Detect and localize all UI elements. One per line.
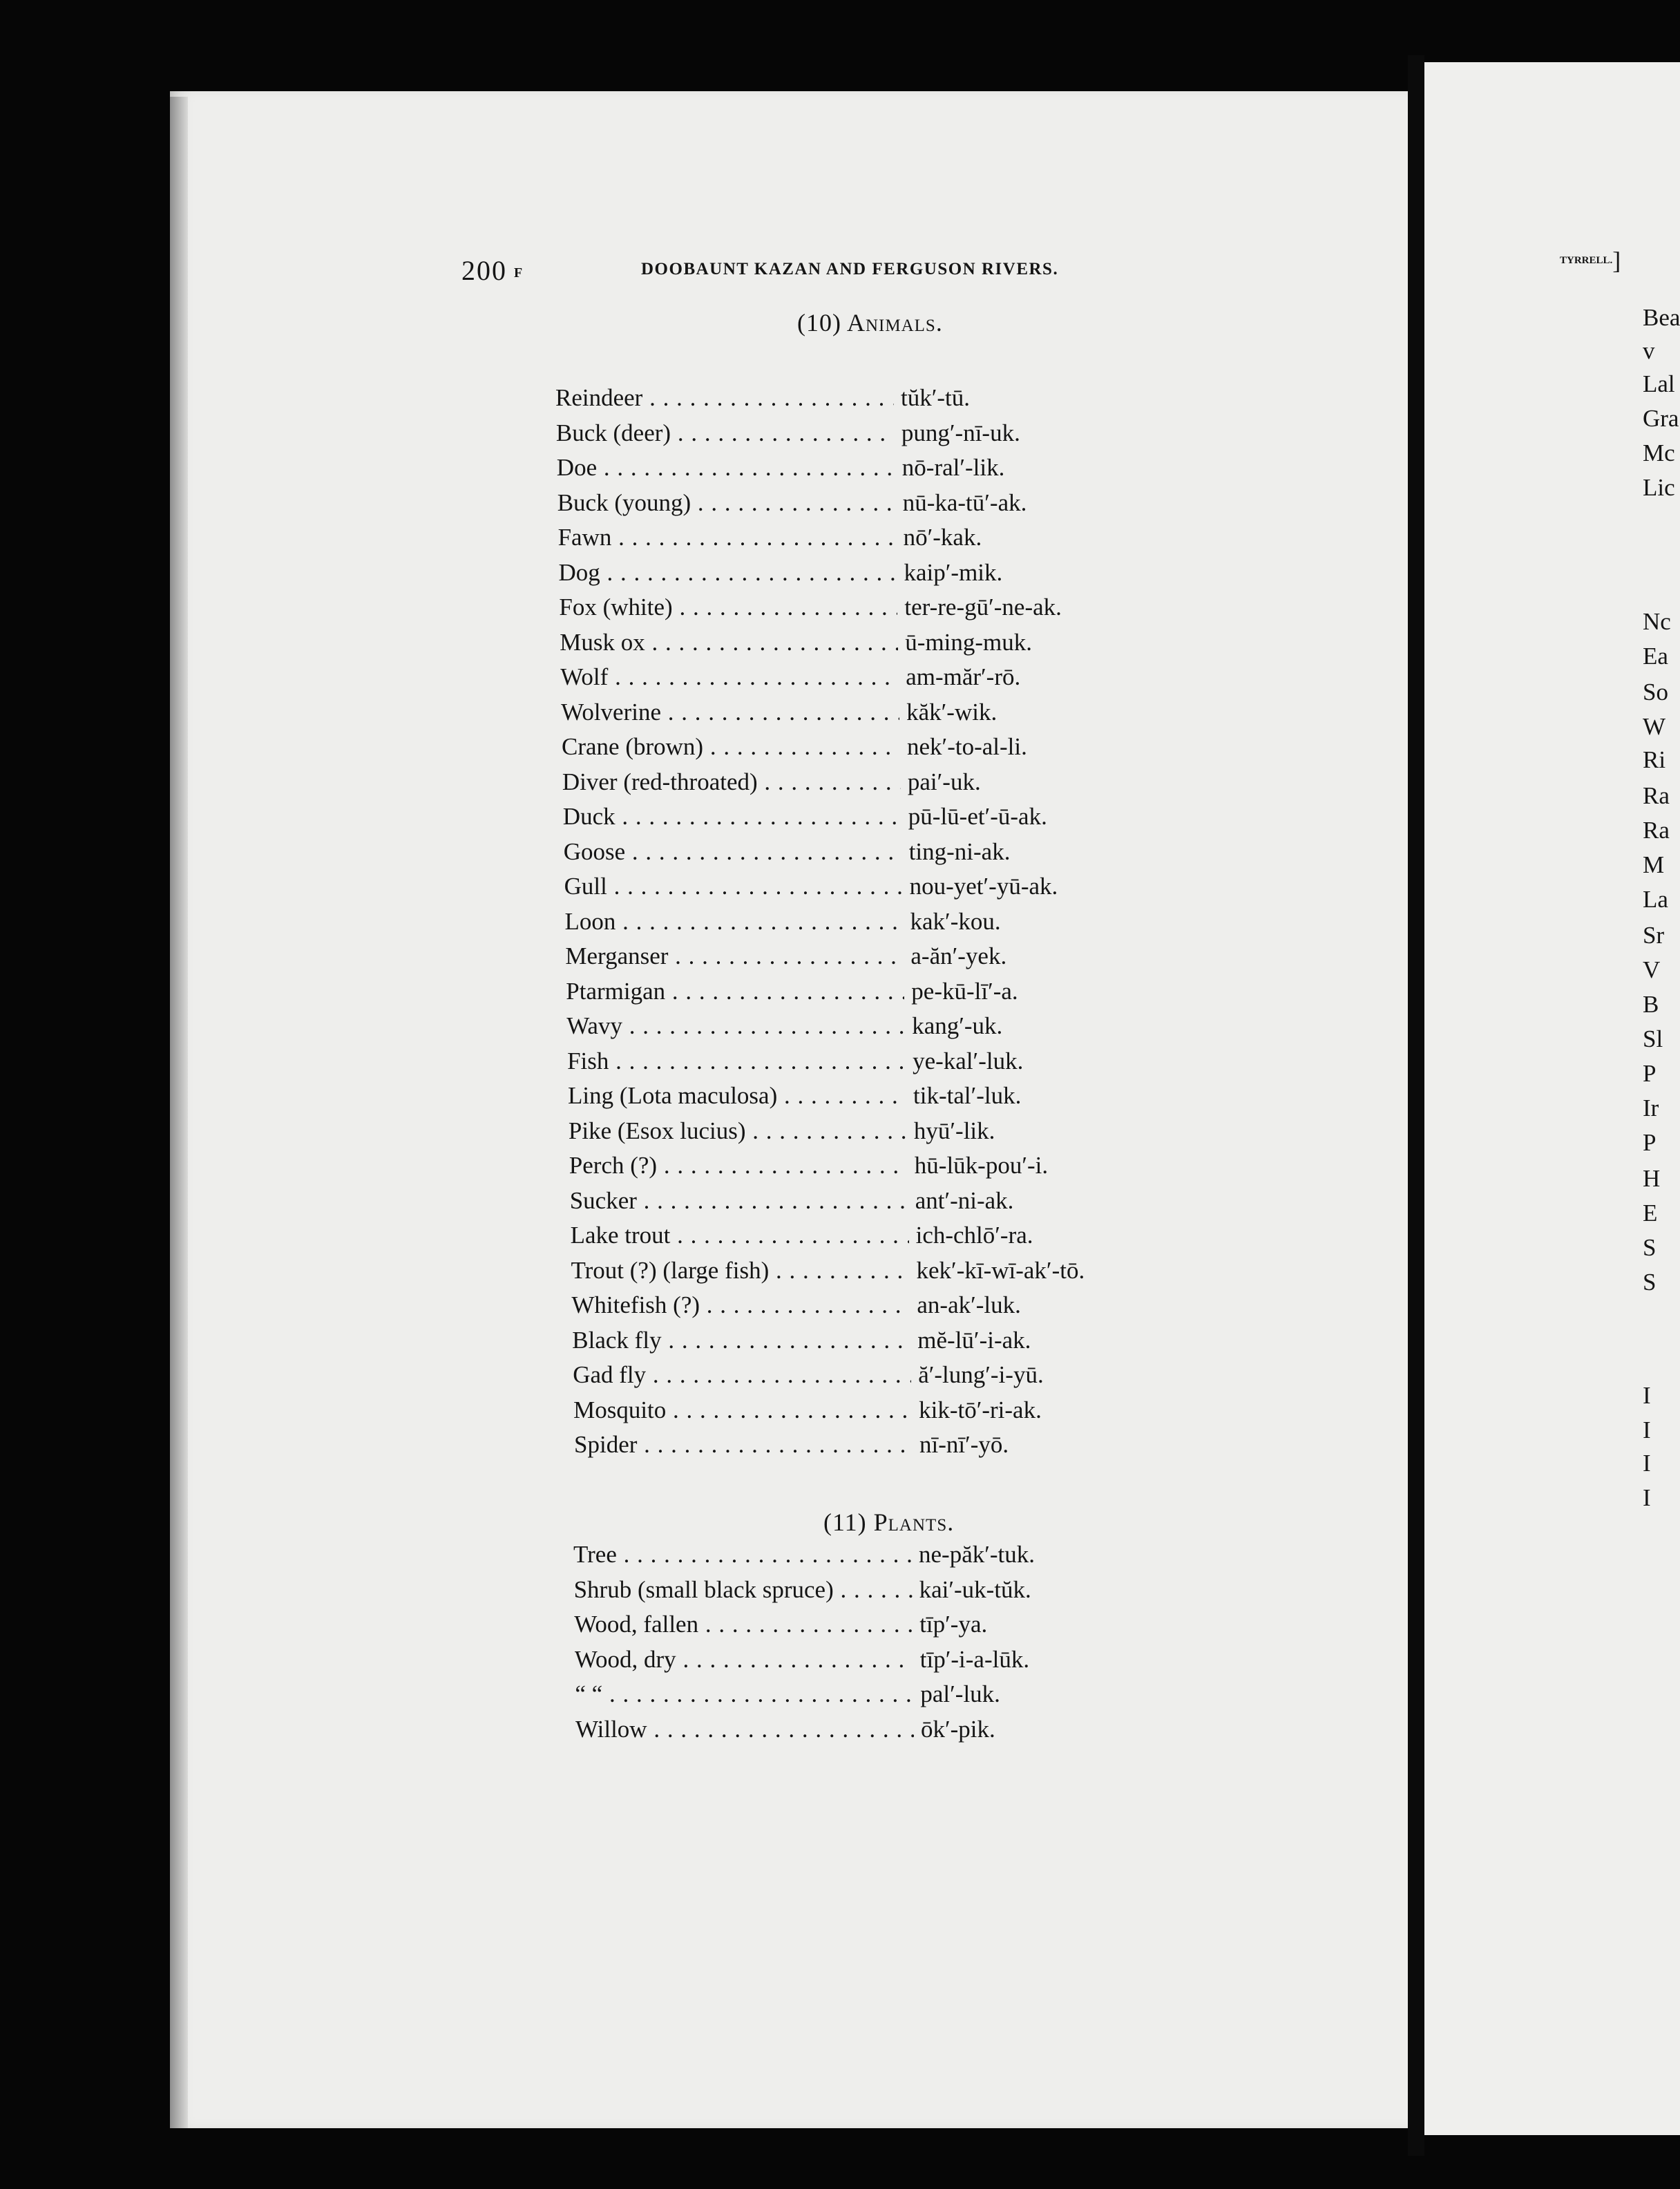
- eskimo-term: kaip′-mik.: [900, 559, 1003, 587]
- eskimo-term: tik-tal′-luk.: [909, 1082, 1021, 1110]
- english-term: Tree . . .: [573, 1541, 912, 1569]
- english-term: Wolverine . . .: [561, 699, 899, 726]
- eskimo-term: nō′-kak.: [899, 524, 982, 551]
- signature-mark: F: [514, 265, 524, 281]
- running-head: DOOBAUNT KAZAN AND FERGUSON RIVERS.: [641, 260, 1059, 278]
- eskimo-term: pal′-luk.: [916, 1680, 1000, 1708]
- eskimo-term: ich-chlō′-ra.: [912, 1222, 1033, 1249]
- eskimo-term: tīp′-ya.: [915, 1611, 987, 1638]
- right-page-fragment: P: [1643, 1060, 1657, 1087]
- english-term: Fawn . . .: [558, 524, 897, 551]
- right-page-fragment: B: [1643, 991, 1659, 1018]
- right-page-fragment: Gra: [1643, 405, 1679, 432]
- english-term: Gad fly . . .: [573, 1361, 911, 1389]
- right-page-fragment: I: [1643, 1450, 1651, 1477]
- right-running-head-text: TYRRELL.: [1560, 255, 1613, 266]
- eskimo-term: ter-re-gū′-ne-ak.: [900, 594, 1062, 621]
- eskimo-term: kai′-uk-tŭk.: [915, 1576, 1031, 1604]
- english-term: Crane (brown) . . .: [562, 733, 900, 761]
- eskimo-term: an-ak′-luk.: [913, 1291, 1021, 1319]
- english-term: Gull . . .: [564, 873, 903, 900]
- right-page-fragment: Sr: [1643, 922, 1665, 949]
- english-term: Goose . . .: [564, 838, 902, 866]
- english-term: Reindeer . . .: [555, 384, 894, 412]
- eskimo-term: mĕ-lū′-i-ak.: [913, 1327, 1031, 1354]
- page-number: [461, 254, 524, 287]
- eskimo-term: tīp′-i-a-lūk.: [916, 1646, 1029, 1674]
- english-term: Fox (white) . . .: [559, 594, 897, 621]
- right-page-fragment: Ir: [1643, 1094, 1659, 1121]
- right-page-fragment: Lic: [1643, 474, 1675, 501]
- right-page-fragment: W: [1643, 713, 1666, 740]
- eskimo-term: ant′-ni-ak.: [911, 1187, 1014, 1215]
- eskimo-term: ă′-lung′-i-yū.: [914, 1361, 1044, 1389]
- english-term: Sucker . . .: [570, 1187, 908, 1215]
- right-page-fragment: E: [1643, 1200, 1658, 1226]
- eskimo-term: ū-ming-muk.: [901, 629, 1032, 656]
- right-page-fragment: S: [1643, 1269, 1657, 1296]
- right-page: [1424, 62, 1680, 2135]
- eskimo-term: kik-tō′-ri-ak.: [915, 1396, 1042, 1424]
- right-page-fragment: I: [1643, 1416, 1651, 1443]
- right-page-fragment: Ra: [1643, 782, 1670, 809]
- eskimo-term: pung′-nī-uk.: [897, 419, 1020, 447]
- book-gutter: [1408, 55, 1424, 2156]
- right-page-fragment: Ea: [1643, 643, 1668, 670]
- right-page-fragment: I: [1643, 1382, 1651, 1409]
- english-term: Shrub (small black spruce) . . .: [574, 1576, 913, 1604]
- eskimo-term: hyū′-lik.: [910, 1117, 995, 1145]
- eskimo-term: kek′-kī-wī-ak′-tō.: [913, 1257, 1085, 1285]
- eskimo-term: nō-ral′-lik.: [898, 454, 1005, 482]
- english-term: Perch (?) . . .: [569, 1152, 908, 1179]
- right-page-fragment: Ra: [1643, 817, 1670, 844]
- right-page-fragment: Ri: [1643, 746, 1666, 773]
- eskimo-term: pai′-uk.: [904, 768, 981, 796]
- plants-section-heading: (11) Plants.: [823, 1508, 955, 1536]
- english-term: Wood, dry . . .: [575, 1646, 913, 1674]
- english-term: Willow . . .: [575, 1716, 914, 1743]
- eskimo-term: pū-lū-et′-ū-ak.: [904, 803, 1047, 831]
- english-term: Mosquito . . .: [573, 1396, 912, 1424]
- eskimo-term: ting-ni-ak.: [905, 838, 1011, 866]
- eskimo-term: ne-păk′-tuk.: [915, 1541, 1035, 1569]
- english-term: Lake trout . . .: [571, 1222, 909, 1249]
- eskimo-term: nī-nī′-yō.: [915, 1431, 1009, 1459]
- eskimo-term: ōk′-pik.: [917, 1716, 995, 1743]
- eskimo-term: ye-kal′-luk.: [908, 1048, 1023, 1075]
- animals-section-heading: (10) Animals.: [797, 309, 943, 337]
- right-page-fragment: P: [1643, 1129, 1657, 1156]
- english-term: Ptarmigan . . .: [566, 978, 904, 1005]
- english-term: Wolf . . .: [560, 663, 899, 691]
- english-term: Ling (Lota maculosa) . . .: [568, 1082, 906, 1110]
- eskimo-term: nū-ka-tū′-ak.: [899, 489, 1027, 517]
- right-page-fragment: V: [1643, 956, 1661, 983]
- eskimo-term: kak′-kou.: [906, 908, 1001, 936]
- english-term: Spider . . .: [574, 1431, 913, 1459]
- eskimo-term: pe-kū-lī′-a.: [907, 978, 1018, 1005]
- right-page-fragment: v: [1643, 337, 1655, 364]
- english-term: Whitefish (?) . . .: [571, 1291, 910, 1319]
- english-term: Duck . . .: [563, 803, 901, 831]
- eskimo-term: kăk′-wik.: [902, 699, 997, 726]
- eskimo-term: kang′-uk.: [908, 1012, 1002, 1040]
- eskimo-term: tŭk′-tū.: [897, 384, 970, 412]
- right-page-fragment: Bea: [1643, 304, 1680, 331]
- english-term: Black fly . . .: [572, 1327, 910, 1354]
- english-term: Buck (young) . . .: [557, 489, 896, 517]
- right-page-fragment: M: [1643, 851, 1665, 878]
- english-term: Pike (Esox lucius) . . .: [569, 1117, 907, 1145]
- english-term: Buck (deer) . . .: [556, 419, 895, 447]
- page-shadow-edge: [170, 97, 188, 2128]
- right-page-fragment: Sl: [1643, 1025, 1663, 1052]
- right-running-head-bracket: ]: [1612, 247, 1621, 274]
- right-page-fragment: Mc: [1643, 439, 1675, 466]
- english-term: Musk ox . . .: [560, 629, 898, 656]
- right-page-fragment: Nc: [1643, 608, 1671, 635]
- english-term: Dog . . .: [559, 559, 897, 587]
- page-number-value: 200: [461, 255, 507, 286]
- right-page-fragment: H: [1643, 1165, 1661, 1192]
- eskimo-term: nou-yet′-yū-ak.: [906, 873, 1058, 900]
- english-term: Diver (red-throated) . . .: [562, 768, 901, 796]
- english-term: Loon . . .: [565, 908, 904, 936]
- right-page-fragment: S: [1643, 1234, 1657, 1261]
- eskimo-term: hū-lūk-pou′-i.: [910, 1152, 1048, 1179]
- english-term: Merganser . . .: [565, 942, 904, 970]
- right-page-fragment: So: [1643, 679, 1668, 705]
- english-term: Wood, fallen . . .: [574, 1611, 913, 1638]
- english-term: Trout (?) (large fish) . . .: [571, 1257, 910, 1285]
- eskimo-term: nek′-to-al-li.: [903, 733, 1027, 761]
- right-page-fragment: Lal: [1643, 370, 1675, 397]
- eskimo-term: am-măr′-rō.: [901, 663, 1020, 691]
- english-term: Doe . . .: [557, 454, 895, 482]
- eskimo-term: a-ăn′-yek.: [906, 942, 1006, 970]
- right-page-fragment: La: [1643, 886, 1668, 913]
- english-term: “ “ . . .: [575, 1680, 913, 1708]
- english-term: Wavy . . .: [566, 1012, 905, 1040]
- english-term: Fish . . .: [567, 1048, 906, 1075]
- right-page-running-head: [1560, 246, 1621, 275]
- page-header: [0, 254, 1680, 289]
- right-page-fragment: I: [1643, 1484, 1651, 1511]
